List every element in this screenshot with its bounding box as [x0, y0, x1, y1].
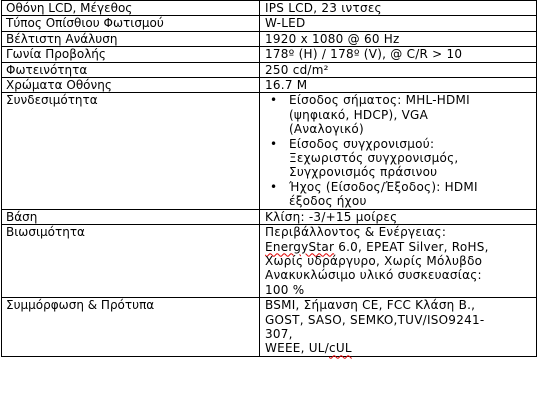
spec-value: [260, 93, 537, 209]
spec-value: 1920 x 1080 @ 60 Hz: [260, 31, 537, 46]
list-item-line: (ψηφιακό, HDCP), VGA: [289, 107, 429, 122]
list-item-line: Ξεχωριστός συγχρονισμός,: [289, 151, 459, 166]
spec-value-line: 307,: [265, 326, 293, 341]
spec-value-line: GOST, SASO, SEMKO,TUV/ISO9241-: [265, 312, 485, 327]
spec-label: Φωτεινότητα: [2, 62, 260, 77]
spec-value: 178º (H) / 178º (V), @ C/R > 10: [260, 47, 537, 62]
spec-value: [260, 298, 537, 357]
list-item-line: έξοδος ήχου: [289, 194, 367, 209]
table-row: [2, 16, 537, 31]
spec-label: Συμμόρφωση & Πρότυπα: [2, 298, 260, 357]
table-row: [2, 1, 537, 16]
spec-label: Γωνία Προβολής: [2, 47, 260, 62]
spec-value-line: 100 %: [265, 282, 305, 297]
spec-value: 250 cd/m²: [260, 62, 537, 77]
spec-label: Οθόνη LCD, Μέγεθος: [2, 1, 260, 16]
table-row: [2, 62, 537, 77]
list-item: [289, 180, 532, 209]
spec-value: 16.7 M: [260, 78, 537, 93]
spec-value-line: WEEE, UL/cUL: [265, 341, 352, 356]
table-row: [2, 93, 537, 209]
list-item-line: Συγχρονισμός πράσινου: [289, 165, 438, 180]
specifications-table: [1, 0, 537, 357]
spec-label: Βάση: [2, 209, 260, 224]
list-item: [289, 137, 532, 180]
list-item-line: • Ήχος (Είσοδος/Έξοδος): HDMI: [289, 179, 478, 194]
spec-label: Βέλτιστη Ανάλυση: [2, 31, 260, 46]
spec-value: Κλίση: -3/+15 μοίρες: [260, 209, 537, 224]
spec-value-line: BSMI, Σήμανση CE, FCC Κλάση B.,: [265, 298, 476, 313]
spec-label: Τύπος Οπίσθιου Φωτισμού: [2, 16, 260, 31]
spec-value-line: Περιβάλλοντος & Ενέργειας:: [265, 225, 447, 240]
spec-value: IPS LCD, 23 ιντσες: [260, 1, 537, 16]
connectivity-list: [265, 93, 532, 208]
spec-value-line: Ανακυκλώσιμο υλικό συσκευασίας:: [265, 268, 482, 283]
spec-value-line: EnergyStar 6.0, EPEAT Silver, RoHS,: [265, 239, 489, 254]
list-item-line: (Αναλογικό): [289, 122, 364, 137]
list-item: [289, 93, 532, 136]
table-row: [2, 47, 537, 62]
spec-label: Βιωσιμότητα: [2, 225, 260, 298]
spellcheck-mark: cUL: [329, 341, 352, 356]
spec-label: Χρώματα Οθόνης: [2, 78, 260, 93]
spec-value: [260, 225, 537, 298]
list-item-line: • Είσοδος συγχρονισμού:: [289, 136, 435, 151]
table-row: [2, 298, 537, 357]
list-item-line: • Είσοδος σήματος: MHL-HDMI: [289, 93, 470, 108]
table-row: [2, 31, 537, 46]
table-row: [2, 209, 537, 224]
spec-value-line: Χωρίς υδράργυρο, Χωρίς Μόλυβδο: [265, 253, 483, 268]
table-row: [2, 78, 537, 93]
spec-label: Συνδεσιμότητα: [2, 93, 260, 209]
spellcheck-mark: EnergyStar: [265, 239, 335, 254]
table-row: [2, 225, 537, 298]
spec-value: W-LED: [260, 16, 537, 31]
